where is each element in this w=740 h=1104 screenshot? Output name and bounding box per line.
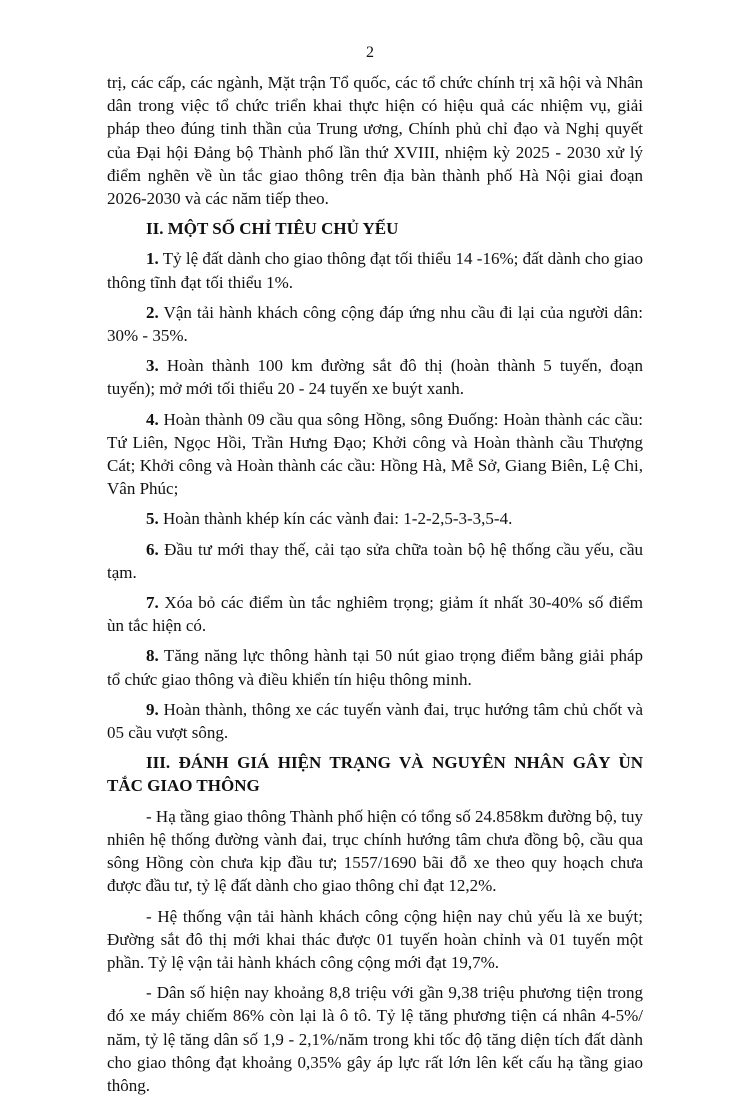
- target-number: 2.: [146, 302, 159, 322]
- target-text: Tỷ lệ đất dành cho giao thông đạt tối thiểu 14 -16%; đất dành cho giao thông tĩnh đạt tối thiểu 1%.: [107, 249, 643, 292]
- intro-paragraph: trị, các cấp, các ngành, Mặt trận Tổ quốc, các tổ chức chính trị xã hội và Nhân dân trong việc tổ chức triển khai thực hiện có hiệu quả các nhiệm vụ, giải pháp theo đúng tinh thần của Trung ương, Chính phủ chỉ đạo và Nghị quyết của Đại hội Đảng bộ Thành phố lần thứ XVIII, nhiệm kỳ 2025 - 2030 xử lý điểm nghẽn về ùn tắc giao thông trên địa bàn thành phố Hà Nội giai đoạn 2026-2030 và các năm tiếp theo.: [107, 73, 643, 209]
- target-number: 4.: [146, 409, 159, 429]
- page-number: 2: [366, 44, 374, 61]
- target-item: [107, 644, 643, 690]
- target-item: [107, 354, 643, 400]
- target-text: Vận tải hành khách công cộng đáp ứng nhu cầu đi lại của người dân: 30% - 35%.: [107, 302, 643, 346]
- target-number: 3.: [146, 356, 159, 376]
- target-item: [107, 247, 643, 293]
- target-item: [107, 698, 643, 744]
- target-text: Đầu tư mới thay thế, cải tạo sửa chữa toàn bộ hệ thống cầu yếu, cầu tạm.: [107, 539, 643, 582]
- target-item: [107, 408, 643, 501]
- document-body: [107, 71, 643, 1104]
- assessment-paragraph: - Dân số hiện nay khoảng 8,8 triệu với gần 9,38 triệu phương tiện trong đó xe máy chiếm 86% còn lại là ô tô. Tỷ lệ tăng phương tiện cá nhân 4-5%/ năm, tỷ lệ tăng dân số 1,9 - 2,1%/năm trong khi tốc độ tăng diện tích đất dành cho giao thông đạt khoảng 0,35% gây áp lực rất lớn lên kết cấu hạ tầng giao thông.: [107, 983, 643, 1095]
- assessment-paragraph: - Hệ thống vận tải hành khách công cộng hiện nay chủ yếu là xe buýt; Đường sắt đô thị mới khai thác được 01 tuyến hoàn chỉnh và 01 tuyến một phần. Tỷ lệ vận tải hành khách công cộng mới đạt 19,7%.: [107, 906, 643, 972]
- target-number: 7.: [146, 593, 159, 613]
- target-number: 1.: [146, 249, 159, 269]
- target-text: Hoàn thành 09 cầu qua sông Hồng, sông Đuống: Hoàn thành các cầu: Tứ Liên, Ngọc Hồi, Trần Hưng Đạo; Khởi công và Hoàn thành cầu Thượng Cát; Khởi công và Hoàn thành các cầu: Hồng Hà, Mễ Sở, Giang Biên, Lệ Chi, Vân Phúc;: [107, 409, 643, 499]
- target-text: Tăng năng lực thông hành tại 50 nút giao trọng điểm bằng giải pháp tổ chức giao thông và điều khiển tín hiệu thông minh.: [107, 646, 643, 689]
- target-text: Hoàn thành 100 km đường sắt đô thị (hoàn thành 5 tuyến, đoạn tuyến); mở mới tối thiểu 20 - 24 tuyến xe buýt xanh.: [107, 356, 643, 399]
- assessment-paragraph: - Hạ tầng giao thông Thành phố hiện có tổng số 24.858km đường bộ, tuy nhiên hệ thống đường vành đai, trục chính hướng tâm chưa đồng bộ, cầu qua sông Hồng còn chưa kịp đầu tư; 1557/1690 bãi đỗ xe theo quy hoạch chưa được đầu tư, tỷ lệ đất dành cho giao thông chỉ đạt 12,2%.: [107, 806, 643, 896]
- target-item: [107, 507, 643, 530]
- target-text: Hoàn thành, thông xe các tuyến vành đai, trục hướng tâm chủ chốt và 05 cầu vượt sông.: [107, 699, 643, 743]
- target-number: 5.: [146, 509, 159, 529]
- target-item: [107, 591, 643, 637]
- target-number: 8.: [146, 646, 159, 666]
- target-number: 6.: [146, 539, 159, 559]
- section-heading-targets: II. MỘT SỐ CHỈ TIÊU CHỦ YẾU: [146, 219, 399, 239]
- target-item: [107, 301, 643, 347]
- section-heading-assessment: III. ĐÁNH GIÁ HIỆN TRẠNG VÀ NGUYÊN NHÂN GÂY ÙN TẮC GIAO THÔNG: [107, 753, 643, 796]
- target-item: [107, 538, 643, 584]
- target-text: Xóa bỏ các điểm ùn tắc nghiêm trọng; giảm ít nhất 30-40% số điểm ùn tắc hiện có.: [107, 593, 643, 636]
- target-text: Hoàn thành khép kín các vành đai: 1-2-2,5-3-3,5-4.: [158, 509, 513, 529]
- target-number: 9.: [146, 699, 159, 719]
